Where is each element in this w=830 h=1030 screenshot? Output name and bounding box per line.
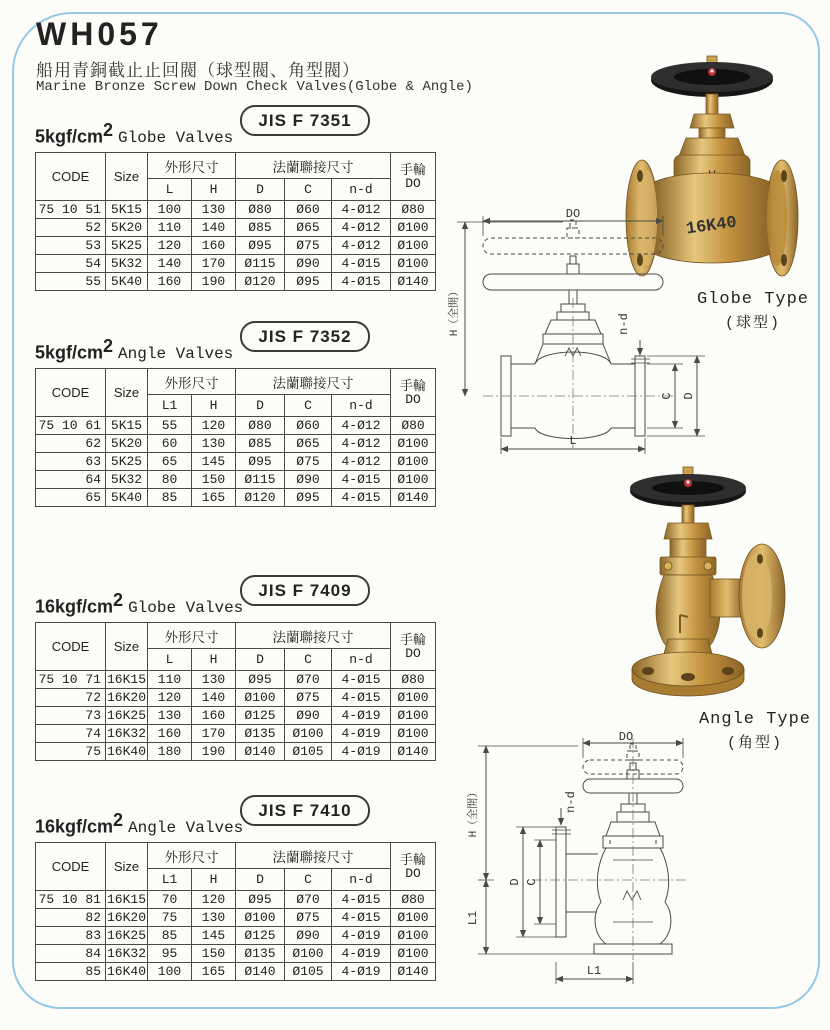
table-cell: Ø85: [236, 435, 285, 453]
table-cell: 16K32: [106, 726, 146, 741]
table-cell: 4-Ø19: [332, 927, 391, 945]
col-header-code: CODE: [36, 843, 106, 891]
table-body: [36, 671, 436, 761]
table-row: [36, 255, 436, 273]
table-cell: Ø100: [391, 471, 436, 489]
table-cell: 16K20: [106, 690, 146, 705]
handwheel-label: 手輪: [400, 377, 427, 393]
table-cell: Ø100: [391, 219, 436, 237]
pressure-exponent: 2: [103, 336, 114, 356]
dim-label-nd: n-d: [564, 791, 578, 813]
table-cell: Ø125: [236, 707, 285, 725]
table-cell: 4-Ø19: [332, 707, 391, 725]
table-cell: 64: [36, 471, 106, 489]
col-header-flange: 法蘭聯接尺寸: [236, 153, 391, 179]
table-row: [36, 707, 436, 725]
table-cell: 4-Ø15: [332, 255, 391, 273]
table-cell: 4-Ø12: [332, 435, 391, 453]
table-cell: 70: [148, 891, 192, 909]
table-cell: Ø60: [285, 417, 332, 435]
dim-label-nd: n-d: [617, 313, 631, 335]
section-title: [35, 336, 233, 363]
table-cell: 5K32: [106, 255, 148, 273]
table-cell: Ø120: [236, 489, 285, 507]
table-cell: Ø115: [236, 255, 285, 273]
table-cell: 4-Ø12: [332, 237, 391, 255]
table-body: [36, 201, 436, 291]
pressure-rating: 16kgf/cm: [35, 596, 114, 617]
table-cell: 75: [148, 909, 192, 927]
table-cell: Ø75: [285, 689, 332, 707]
col-header-size: Size: [106, 369, 148, 417]
table-cell: 120: [148, 237, 192, 255]
table-cell: Ø100: [391, 453, 436, 471]
table-cell: 65: [36, 489, 106, 507]
col-header-l: L: [148, 649, 192, 671]
table-cell: 4-Ø19: [332, 725, 391, 743]
table-cell: Ø70: [285, 671, 332, 689]
do-label: DO: [405, 865, 421, 881]
col-header-c: C: [285, 395, 332, 417]
col-header-l: L: [148, 179, 192, 201]
table-row: [36, 689, 436, 707]
table-cell: 190: [192, 273, 236, 291]
page-title-zh: 船用青銅截止止回閥（球型閥、角型閥）: [36, 61, 360, 80]
table-cell: 95: [148, 945, 192, 963]
col-header-d: D: [236, 649, 285, 671]
col-header-flange: 法蘭聯接尺寸: [236, 369, 391, 395]
table-cell: 5K15: [106, 201, 148, 219]
table-cell: 75 10 51: [36, 201, 106, 219]
table-cell: 75 10 61: [36, 417, 106, 435]
col-header-d: D: [236, 395, 285, 417]
table-cell: Ø90: [285, 707, 332, 725]
col-header-c: C: [285, 649, 332, 671]
dim-label-l1-bottom: L1: [586, 964, 602, 978]
table-cell: 130: [192, 201, 236, 219]
table-row: [36, 435, 436, 453]
table-cell: 4-Ø12: [332, 417, 391, 435]
dim-label-do: DO: [618, 730, 634, 744]
table-cell: 130: [192, 671, 236, 689]
col-header-c: C: [285, 869, 332, 891]
valve-bonnet: [660, 505, 716, 575]
side-flange-drawing: [556, 827, 598, 937]
table-cell: 65: [148, 453, 192, 471]
spec-table: [35, 842, 436, 981]
table-cell: Ø125: [236, 927, 285, 945]
table-cell: 160: [148, 273, 192, 291]
table-cell: Ø80: [391, 891, 436, 909]
dim-label-l: L: [569, 434, 577, 448]
spec-table: [35, 152, 436, 291]
table-row: [36, 725, 436, 743]
table-cell: 16K15: [106, 672, 146, 687]
table-cell: Ø65: [285, 435, 332, 453]
table-cell: 74: [36, 725, 106, 743]
table-cell: 60: [148, 435, 192, 453]
table-cell: 84: [36, 945, 106, 963]
table-cell: 130: [192, 909, 236, 927]
table-cell: 4-Ø15: [332, 891, 391, 909]
table-cell: Ø65: [285, 219, 332, 237]
globe-type-label-zh: (球型): [724, 315, 781, 332]
col-header-outline: 外形尺寸: [148, 153, 236, 179]
col-header-code: CODE: [36, 153, 106, 201]
col-header-d: D: [236, 179, 285, 201]
table-cell: 145: [192, 927, 236, 945]
section-title: [35, 120, 233, 147]
section-title: [35, 810, 243, 837]
table-cell: Ø85: [236, 219, 285, 237]
table-row: [36, 927, 436, 945]
col-header-handwheel: [391, 153, 436, 201]
table-cell: Ø95: [236, 237, 285, 255]
model-number: WH057: [36, 16, 163, 52]
table-cell: 110: [148, 219, 192, 237]
table-cell: 145: [192, 453, 236, 471]
globe-valve-diagram: [443, 206, 713, 461]
col-header-outline: 外形尺寸: [148, 369, 236, 395]
handwheel: [651, 56, 773, 97]
table-row: [36, 909, 436, 927]
col-header-flange: 法蘭聯接尺寸: [236, 843, 391, 869]
table-cell: 16K40: [106, 964, 146, 979]
table-row: [36, 471, 436, 489]
valve-kind-label: Globe Valves: [128, 599, 244, 618]
table-row: [36, 945, 436, 963]
dim-label-d: D: [508, 878, 522, 886]
table-row: [36, 453, 436, 471]
col-header-code: CODE: [36, 369, 106, 417]
table-cell: Ø80: [236, 417, 285, 435]
table-cell: 130: [192, 435, 236, 453]
table-cell: Ø90: [285, 927, 332, 945]
table-row: [36, 671, 436, 689]
jis-standard-badge: JIS F 7409: [240, 575, 370, 606]
table-cell: 5K32: [106, 471, 148, 489]
pressure-exponent: 2: [113, 590, 124, 610]
table-cell: Ø80: [391, 417, 436, 435]
col-header-handwheel: [391, 369, 436, 417]
table-cell: Ø95: [285, 273, 332, 291]
table-cell: 5K15: [106, 417, 148, 435]
col-header-h: H: [192, 179, 236, 201]
table-cell: Ø100: [285, 945, 332, 963]
table-cell: 4-Ø19: [332, 945, 391, 963]
table-cell: 4-Ø12: [332, 453, 391, 471]
table-cell: Ø140: [391, 743, 436, 761]
col-header-handwheel: [391, 843, 436, 891]
col-header-nd: n-d: [332, 395, 391, 417]
table-row: [36, 201, 436, 219]
table-cell: 80: [148, 471, 192, 489]
table-cell: 4-Ø15: [332, 689, 391, 707]
table-cell: 16K25: [106, 708, 146, 723]
col-header-outline: 外形尺寸: [148, 623, 236, 649]
table-cell: 75 10 71: [36, 671, 106, 689]
spec-table: [35, 368, 436, 507]
table-cell: Ø95: [236, 891, 285, 909]
table-cell: Ø90: [285, 471, 332, 489]
table-cell: 140: [192, 219, 236, 237]
table-cell: 140: [192, 689, 236, 707]
table-cell: Ø80: [236, 201, 285, 219]
table-cell: 5K20: [106, 435, 148, 453]
table-cell: Ø95: [285, 489, 332, 507]
valve-kind-label: Angle Valves: [128, 819, 244, 838]
table-cell: 120: [148, 689, 192, 707]
valve-kind-label: Globe Valves: [118, 129, 234, 148]
table-cell: 100: [148, 963, 192, 981]
table-row: [36, 963, 436, 981]
table-cell: 16K40: [106, 744, 146, 759]
page-title-en: Marine Bronze Screw Down Check Valves(Globe & Angle): [36, 79, 473, 95]
table-cell: 130: [148, 707, 192, 725]
table-cell: 100: [148, 201, 192, 219]
dim-label-h: H（全開）: [449, 285, 461, 337]
table-cell: 53: [36, 237, 106, 255]
table-cell: 170: [192, 725, 236, 743]
table-cell: 16K25: [106, 928, 146, 943]
table-row: [36, 417, 436, 435]
table-cell: Ø140: [236, 743, 285, 761]
table-cell: 5K25: [106, 453, 148, 471]
dim-label-h: H（全開）: [468, 786, 480, 838]
table-cell: Ø100: [391, 909, 436, 927]
table-row: [36, 219, 436, 237]
table-row: [36, 743, 436, 761]
table-cell: Ø140: [391, 273, 436, 291]
table-cell: Ø140: [236, 963, 285, 981]
dim-label-do: DO: [565, 207, 581, 221]
table-cell: 4-Ø15: [332, 471, 391, 489]
dim-label-d: D: [682, 392, 696, 400]
table-cell: 140: [148, 255, 192, 273]
table-cell: 55: [36, 273, 106, 291]
table-row: [36, 273, 436, 291]
col-header-size: Size: [106, 153, 148, 201]
table-cell: Ø100: [391, 707, 436, 725]
table-cell: 150: [192, 945, 236, 963]
pressure-rating: 16kgf/cm: [35, 816, 114, 837]
col-header-nd: n-d: [332, 869, 391, 891]
do-label: DO: [405, 645, 421, 661]
cast-size-mark: 16K40: [684, 213, 739, 240]
col-header-flange: 法蘭聯接尺寸: [236, 623, 391, 649]
table-cell: 5K20: [106, 219, 148, 237]
angle-type-label-en: Angle Type: [698, 710, 812, 729]
table-cell: 62: [36, 435, 106, 453]
handwheel-label: 手輪: [400, 161, 427, 177]
table-cell: Ø100: [391, 255, 436, 273]
table-cell: 120: [192, 891, 236, 909]
col-header-c: C: [285, 179, 332, 201]
table-cell: 72: [36, 689, 106, 707]
col-header-size: Size: [106, 623, 148, 671]
table-cell: Ø140: [391, 489, 436, 507]
table-cell: 190: [192, 743, 236, 761]
table-cell: Ø75: [285, 909, 332, 927]
table-cell: Ø120: [236, 273, 285, 291]
do-label: DO: [405, 391, 421, 407]
table-cell: Ø100: [391, 725, 436, 743]
col-header-l1: L1: [148, 395, 192, 417]
table-cell: 82: [36, 909, 106, 927]
pressure-exponent: 2: [103, 120, 114, 140]
table-cell: Ø140: [391, 963, 436, 981]
handwheel-drawing: [483, 274, 663, 290]
angle-type-label-zh: (角型): [726, 735, 783, 752]
col-header-h: H: [192, 869, 236, 891]
table-cell: 16K20: [106, 910, 146, 925]
spec-table: [35, 622, 436, 761]
table-cell: 160: [192, 237, 236, 255]
table-cell: Ø90: [285, 255, 332, 273]
col-header-outline: 外形尺寸: [148, 843, 236, 869]
col-header-d: D: [236, 869, 285, 891]
handwheel-label: 手輪: [400, 851, 427, 867]
table-cell: 4-Ø15: [332, 489, 391, 507]
table-cell: Ø95: [236, 671, 285, 689]
table-cell: 85: [148, 927, 192, 945]
col-header-size: Size: [106, 843, 148, 891]
table-cell: 63: [36, 453, 106, 471]
col-header-nd: n-d: [332, 649, 391, 671]
table-cell: 110: [148, 671, 192, 689]
table-cell: 75: [36, 743, 106, 761]
valve-kind-label: Angle Valves: [118, 345, 234, 364]
table-cell: 4-Ø15: [332, 273, 391, 291]
table-cell: Ø100: [391, 945, 436, 963]
dim-label-c: C: [525, 878, 539, 886]
table-cell: 73: [36, 707, 106, 725]
table-cell: 54: [36, 255, 106, 273]
table-cell: Ø60: [285, 201, 332, 219]
jis-standard-badge: JIS F 7410: [240, 795, 370, 826]
dim-label-c: C: [660, 392, 674, 400]
col-header-code: CODE: [36, 623, 106, 671]
table-cell: 160: [148, 725, 192, 743]
table-cell: 5K40: [106, 273, 148, 291]
table-row: [36, 237, 436, 255]
table-cell: 4-Ø19: [332, 963, 391, 981]
globe-type-label-en: Globe Type: [696, 290, 810, 309]
table-cell: 5K40: [106, 489, 148, 507]
pressure-rating: 5kgf/cm: [35, 126, 104, 147]
table-body: [36, 891, 436, 981]
table-cell: Ø100: [391, 237, 436, 255]
handwheel-label: 手輪: [400, 631, 427, 647]
do-label: DO: [405, 175, 421, 191]
col-header-nd: n-d: [332, 179, 391, 201]
pressure-rating: 5kgf/cm: [35, 342, 104, 363]
table-cell: Ø80: [391, 671, 436, 689]
table-cell: Ø80: [391, 201, 436, 219]
col-header-h: H: [192, 649, 236, 671]
table-row: [36, 489, 436, 507]
table-cell: Ø95: [236, 453, 285, 471]
table-cell: 55: [148, 417, 192, 435]
table-cell: Ø75: [285, 237, 332, 255]
table-cell: Ø100: [236, 909, 285, 927]
table-cell: 5K25: [106, 237, 148, 255]
table-cell: 52: [36, 219, 106, 237]
table-cell: 120: [192, 417, 236, 435]
angle-valve-diagram: [448, 732, 748, 1017]
table-cell: Ø75: [285, 453, 332, 471]
handwheel-open-position: [483, 220, 663, 254]
handwheel: [630, 467, 746, 507]
table-cell: Ø100: [285, 725, 332, 743]
table-cell: 4-Ø15: [332, 909, 391, 927]
jis-standard-badge: JIS F 7351: [240, 105, 370, 136]
table-cell: 4-Ø12: [332, 219, 391, 237]
table-cell: Ø100: [236, 689, 285, 707]
col-header-h: H: [192, 395, 236, 417]
table-cell: Ø135: [236, 945, 285, 963]
table-body: [36, 417, 436, 507]
table-cell: 75 10 81: [36, 891, 106, 909]
table-cell: Ø100: [391, 435, 436, 453]
table-cell: 4-Ø19: [332, 743, 391, 761]
table-cell: 165: [192, 963, 236, 981]
table-cell: 150: [192, 471, 236, 489]
table-cell: 4-Ø12: [332, 201, 391, 219]
table-cell: Ø70: [285, 891, 332, 909]
table-cell: Ø100: [391, 927, 436, 945]
table-cell: 16K15: [106, 892, 146, 907]
col-header-l1: L1: [148, 869, 192, 891]
table-cell: 85: [148, 489, 192, 507]
table-cell: 180: [148, 743, 192, 761]
table-cell: 16K32: [106, 946, 146, 961]
table-cell: Ø105: [285, 743, 332, 761]
table-cell: 165: [192, 489, 236, 507]
table-cell: 83: [36, 927, 106, 945]
table-cell: Ø115: [236, 471, 285, 489]
jis-standard-badge: JIS F 7352: [240, 321, 370, 352]
table-cell: 170: [192, 255, 236, 273]
table-cell: 4-Ø15: [332, 671, 391, 689]
pressure-exponent: 2: [113, 810, 124, 830]
table-cell: Ø100: [391, 689, 436, 707]
table-cell: Ø135: [236, 725, 285, 743]
section-title: [35, 590, 243, 617]
table-row: [36, 891, 436, 909]
col-header-handwheel: [391, 623, 436, 671]
table-cell: 85: [36, 963, 106, 981]
table-cell: Ø105: [285, 963, 332, 981]
table-cell: 160: [192, 707, 236, 725]
angle-valve-photo: [610, 463, 800, 708]
dim-label-l1: L1: [466, 910, 480, 926]
